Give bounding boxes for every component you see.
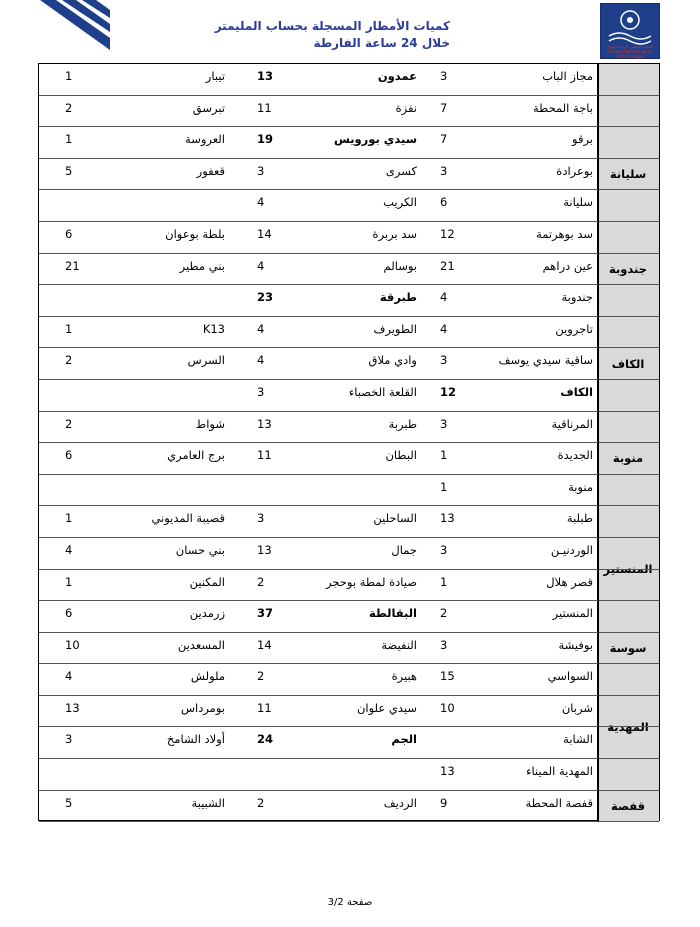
station-name: النفيضة [381, 637, 417, 652]
governorate-label: المنستير [597, 506, 659, 632]
rainfall-value: 1 [440, 448, 448, 463]
station-name: سيدي بورويس [333, 132, 417, 147]
governorate-label: الكاف [597, 317, 659, 412]
station-name: بوفيشة [558, 637, 593, 652]
station-name: المنستير [552, 606, 593, 621]
table-row [39, 285, 659, 317]
table-row [39, 64, 659, 96]
station-name: بلطة بوعوان [165, 226, 225, 241]
station-name: المرناقية [551, 416, 593, 431]
rainfall-value: 15 [440, 669, 455, 684]
rainfall-value: 2 [257, 795, 265, 810]
station-name: برج العامري [167, 448, 225, 463]
station-name: طبرقة [379, 290, 417, 305]
rainfall-value: 12 [440, 226, 455, 241]
rainfall-value: 2 [440, 606, 448, 621]
rainfall-value: 4 [257, 321, 265, 336]
station-name: سد بربرة [372, 226, 417, 241]
station-name: الساحلين [373, 511, 417, 526]
rainfall-value: 1 [65, 511, 73, 526]
station-name: الجديدة [557, 448, 593, 463]
governorate-label: المهدية [597, 664, 659, 790]
station-name: برقو [572, 132, 593, 147]
rainfall-value: 13 [257, 416, 272, 431]
rainfall-value: 13 [257, 69, 274, 83]
table-row [39, 664, 659, 696]
rainfall-value: 3 [65, 732, 73, 747]
rainfall-value: 6 [440, 195, 448, 210]
station-name: ملولش [190, 669, 225, 684]
table-row [39, 506, 659, 538]
table-row [39, 696, 659, 728]
rainfall-value: 3 [440, 353, 448, 368]
rainfall-value: 3 [440, 637, 448, 652]
rainfall-value: 4 [440, 321, 448, 336]
station-name: قعفور [196, 163, 225, 178]
table-row [39, 633, 659, 665]
station-name: الكاف [560, 384, 593, 399]
rainfall-value: 3 [257, 163, 265, 178]
governorate-label: سوسة [597, 633, 659, 665]
table-row [39, 538, 659, 570]
rainfall-value: 1 [440, 574, 448, 589]
rainfall-table [38, 63, 660, 821]
document-title [150, 18, 450, 52]
governorate-label: منوبة [597, 412, 659, 507]
station-name: البقالطة [368, 606, 417, 621]
rainfall-value: 3 [440, 416, 448, 431]
rainfall-value: 9 [440, 795, 448, 810]
station-name: بوسالم [383, 258, 417, 273]
table-row [39, 727, 659, 759]
station-name: الشابة [563, 732, 593, 747]
rainfall-value: 13 [257, 542, 272, 557]
rainfall-value: 3 [440, 69, 448, 83]
rainfall-value: 11 [257, 448, 272, 463]
table-body [39, 64, 659, 822]
rainfall-value: 2 [65, 416, 73, 431]
rainfall-value: 4 [257, 195, 265, 210]
station-name: ساقية سيدي يوسف [498, 353, 593, 368]
rainfall-value: 5 [65, 163, 73, 178]
station-name: شواط [195, 416, 225, 431]
rainfall-value: 4 [65, 542, 73, 557]
rainfall-value: 19 [257, 132, 274, 147]
logo-caption: المعهد الوطني للرصد الجوي Institut National de la Météorologie [606, 44, 654, 59]
rainfall-value: 4 [257, 258, 265, 273]
rainfall-value: 21 [440, 258, 455, 273]
rainfall-value: 13 [440, 511, 455, 526]
governorate-label: قفصة [597, 791, 659, 823]
rainfall-value: 21 [65, 258, 80, 273]
station-name: تاجروين [555, 321, 593, 336]
rainfall-value: 11 [257, 700, 272, 715]
column-divider [598, 64, 599, 822]
rainfall-value: 14 [257, 637, 272, 652]
station-name: أولاد الشامخ [166, 732, 225, 747]
station-name: نفزة [395, 100, 417, 115]
station-name: باجة المحطة [532, 100, 593, 115]
table-row [39, 443, 659, 475]
page-header [0, 0, 700, 60]
title-line-1: كميات الأمطار المسجلة بحساب المليمتر [214, 19, 450, 33]
table-row [39, 412, 659, 444]
rainfall-value: 13 [440, 764, 455, 779]
rainfall-value: 1 [65, 69, 73, 83]
rainfall-value: 6 [65, 448, 73, 463]
station-name: الطويرف [373, 321, 417, 336]
table-row [39, 601, 659, 633]
station-name: الرديف [383, 795, 417, 810]
rainfall-value: 3 [257, 511, 265, 526]
station-name: كسرى [385, 163, 417, 178]
rainfall-value: 7 [440, 100, 448, 115]
table-row [39, 190, 659, 222]
rainfall-value: 4 [257, 353, 265, 368]
rainfall-value: 14 [257, 226, 272, 241]
station-name: قصر هلال [546, 574, 593, 589]
station-name: زرمدين [189, 606, 225, 621]
rainfall-value: 1 [65, 321, 73, 336]
station-name: طبربة [388, 416, 417, 431]
station-name: هبيرة [391, 669, 417, 684]
station-name: قفصة المحطة [525, 795, 593, 810]
station-name: K13 [202, 321, 225, 336]
station-name: الشبيبة [191, 795, 225, 810]
station-name: سد بوهرتمة [536, 226, 593, 241]
rainfall-value: 6 [65, 226, 73, 241]
station-name: السواسي [547, 669, 593, 684]
station-name: السرس [187, 353, 225, 368]
rainfall-value: 10 [65, 637, 80, 652]
rainfall-value: 5 [65, 795, 73, 810]
station-name: وادي ملاق [368, 353, 417, 368]
station-name: بني حسان [175, 542, 225, 557]
rainfall-value: 6 [65, 606, 73, 621]
station-name: جمال [391, 542, 417, 557]
rainfall-value: 1 [440, 479, 448, 494]
station-name: القلعة الخصباء [348, 384, 417, 399]
table-row [39, 348, 659, 380]
table-row [39, 159, 659, 191]
rainfall-value: 7 [440, 132, 448, 147]
rainfall-value: 37 [257, 606, 274, 621]
rainfall-value: 11 [257, 100, 272, 115]
station-name: تبرسق [192, 100, 225, 115]
station-name: البطان [385, 448, 417, 463]
station-name: مجاز الباب [542, 69, 593, 83]
station-name: تيبار [205, 69, 225, 83]
station-name: بني مطير [179, 258, 225, 273]
page-number: صفحة 3/2 [327, 897, 373, 908]
rainfall-value: 12 [440, 384, 457, 399]
rainfall-value: 3 [440, 163, 448, 178]
governorate-label: جندوبة [597, 222, 659, 317]
rainfall-value: 3 [257, 384, 265, 399]
table-row [39, 570, 659, 602]
station-name: منوبة [568, 479, 593, 494]
station-name: عمدون [377, 69, 417, 83]
table-row [39, 254, 659, 286]
rainfall-value: 1 [65, 132, 73, 147]
rainfall-value: 2 [65, 353, 73, 368]
station-name: صيادة لمطة بوحجر [326, 574, 417, 589]
table-row [39, 317, 659, 349]
rainfall-value: 2 [257, 574, 265, 589]
rainfall-value: 10 [440, 700, 455, 715]
table-row [39, 127, 659, 159]
station-name: المسعدين [177, 637, 225, 652]
station-name: الكريب [383, 195, 417, 210]
station-name: جندوبة [561, 290, 593, 305]
station-name: سليانة [563, 195, 593, 210]
station-name: طبلبة [566, 511, 593, 526]
title-line-2: خلال 24 ساعة الفارطة [313, 36, 450, 50]
rainfall-value: 1 [65, 574, 73, 589]
table-row [39, 475, 659, 507]
station-name: المكنين [189, 574, 225, 589]
rainfall-value: 2 [65, 100, 73, 115]
table-row [39, 222, 659, 254]
station-name: شربان [561, 700, 593, 715]
rainfall-value: 2 [257, 669, 265, 684]
rainfall-value: 3 [440, 542, 448, 557]
station-name: عين دراهم [542, 258, 593, 273]
rainfall-value: 13 [65, 700, 80, 715]
station-name: بومرداس [180, 700, 225, 715]
station-name: بوعرادة [556, 163, 593, 178]
station-name: الجم [391, 732, 417, 747]
station-name: المهدية الميناء [526, 764, 593, 779]
station-name: الوردنيـن [550, 542, 593, 557]
station-name: قصيبة المديوني [151, 511, 225, 526]
table-row [39, 759, 659, 791]
station-name: العروسة [185, 132, 225, 147]
table-row [39, 791, 659, 823]
rainfall-value: 23 [257, 290, 274, 305]
table-row [39, 380, 659, 412]
governorate-label: سليانة [597, 127, 659, 222]
station-name: سيدي علوان [356, 700, 417, 715]
decorative-stripes [0, 0, 120, 60]
rainfall-value: 4 [65, 669, 73, 684]
rainfall-value: 24 [257, 732, 274, 747]
table-row [39, 96, 659, 128]
rainfall-value: 4 [440, 290, 448, 305]
